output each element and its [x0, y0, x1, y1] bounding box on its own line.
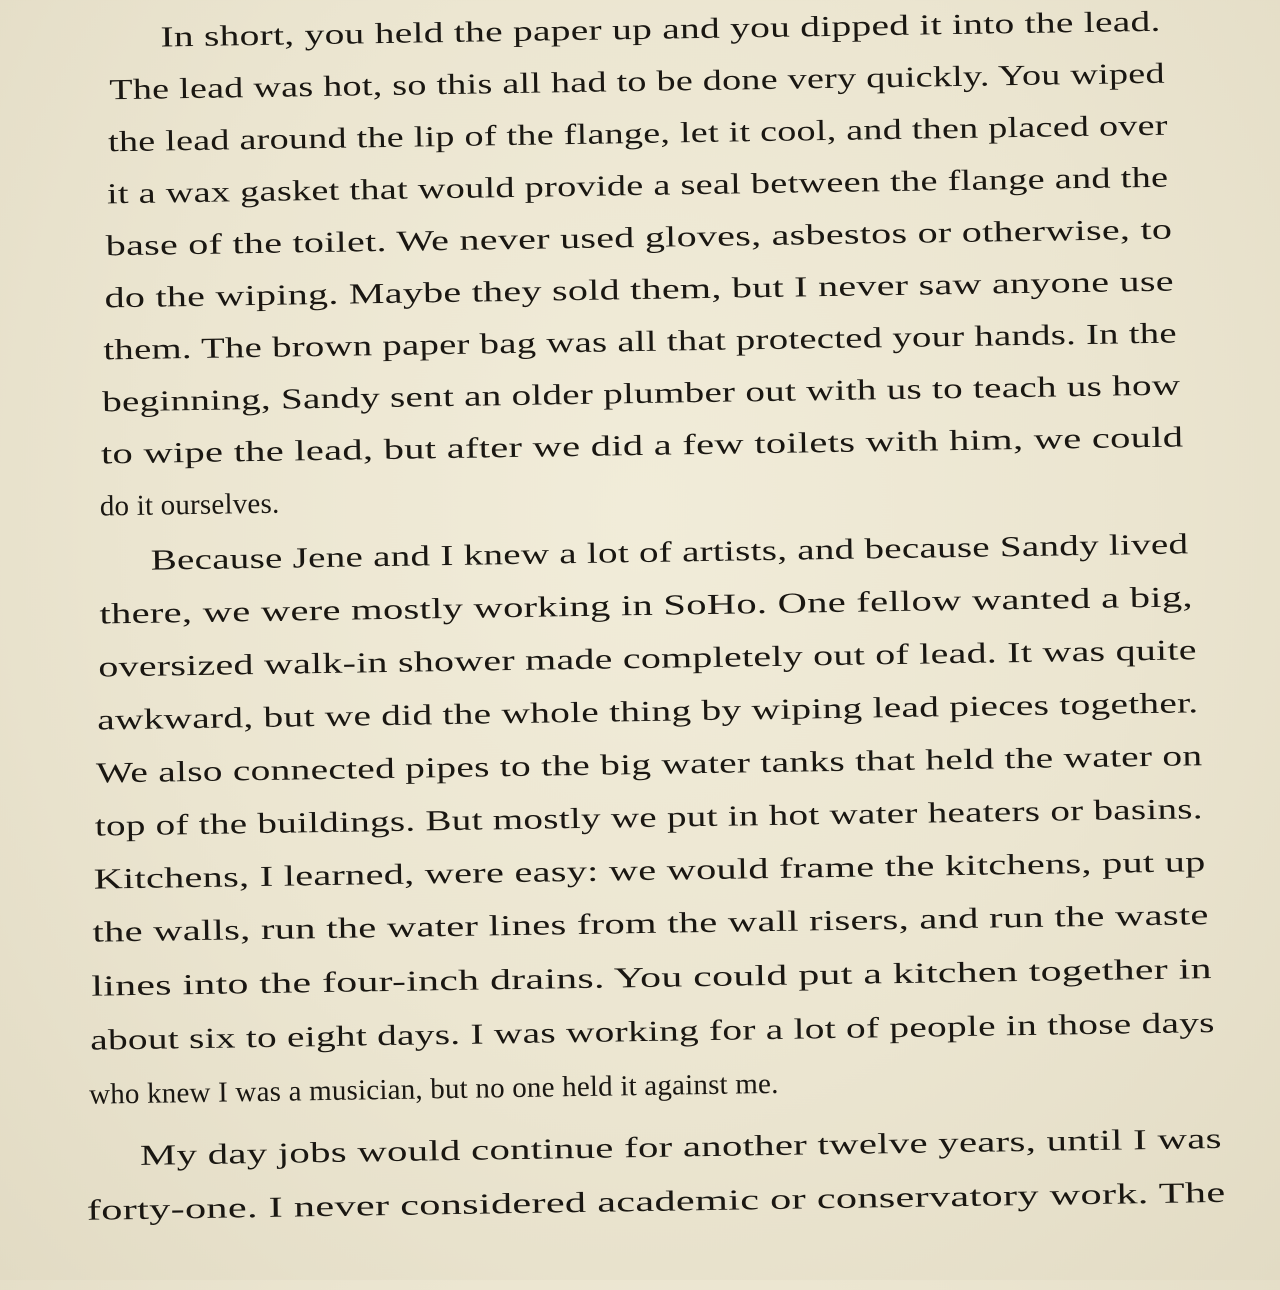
text-line: the walls, run the water lines from the wall risers, and run the waste — [92, 899, 1209, 949]
text-line: the lead around the lip of the flange, let it cool, and then placed over — [107, 109, 1168, 159]
text-line: Because Jene and I knew a lot of artists, and because Sandy lived — [150, 528, 1189, 577]
text-line: Kitchens, I learned, were easy: we would frame the kitchens, put up — [93, 846, 1206, 896]
text-line: do the wiping. Maybe they sold them, but I never saw anyone use — [104, 265, 1174, 315]
text-line: awkward, but we did the whole thing by wiping lead pieces together. — [96, 687, 1199, 737]
text-line: there, we were mostly working in SoHo. One fellow wanted a big, — [99, 581, 1193, 631]
text-line: base of the toilet. We never used gloves, asbestos or otherwise, to — [105, 213, 1173, 263]
text-line: My day jobs would continue for another twelve years, until I was — [139, 1122, 1222, 1172]
text-line: them. The brown paper bag was all that protected your hands. In the — [103, 317, 1178, 367]
text-line: We also connected pipes to the big water tanks that held the water on — [95, 740, 1203, 790]
text-line: forty-one. I never considered academic or conservatory work. The — [86, 1176, 1226, 1227]
text-line: top of the buildings. But mostly we put in hot water heaters or basins. — [94, 793, 1204, 843]
text-line: In short, you held the paper up and you dipped it into the lead. — [160, 5, 1161, 54]
text-line: oversized walk-in shower made completely out of lead. It was quite — [98, 634, 1197, 684]
text-line: who knew I was a musician, but no one held it against me. — [88, 1067, 779, 1111]
text-line: The lead was hot, so this all had to be done very quickly. You wiped — [109, 57, 1166, 107]
text-line: to wipe the lead, but after we did a few toilets with him, we could — [100, 421, 1184, 471]
text-line: do it ourselves. — [99, 487, 280, 523]
text-line: about six to eight days. I was working for a lot of people in those days — [89, 1007, 1215, 1057]
text-line: beginning, Sandy sent an older plumber out with us to teach us how — [101, 369, 1181, 419]
text-line: it a wax gasket that would provide a seal between the flange and the — [106, 161, 1169, 211]
text-line: lines into the four-inch drains. You could put a kitchen together in — [91, 953, 1213, 1003]
